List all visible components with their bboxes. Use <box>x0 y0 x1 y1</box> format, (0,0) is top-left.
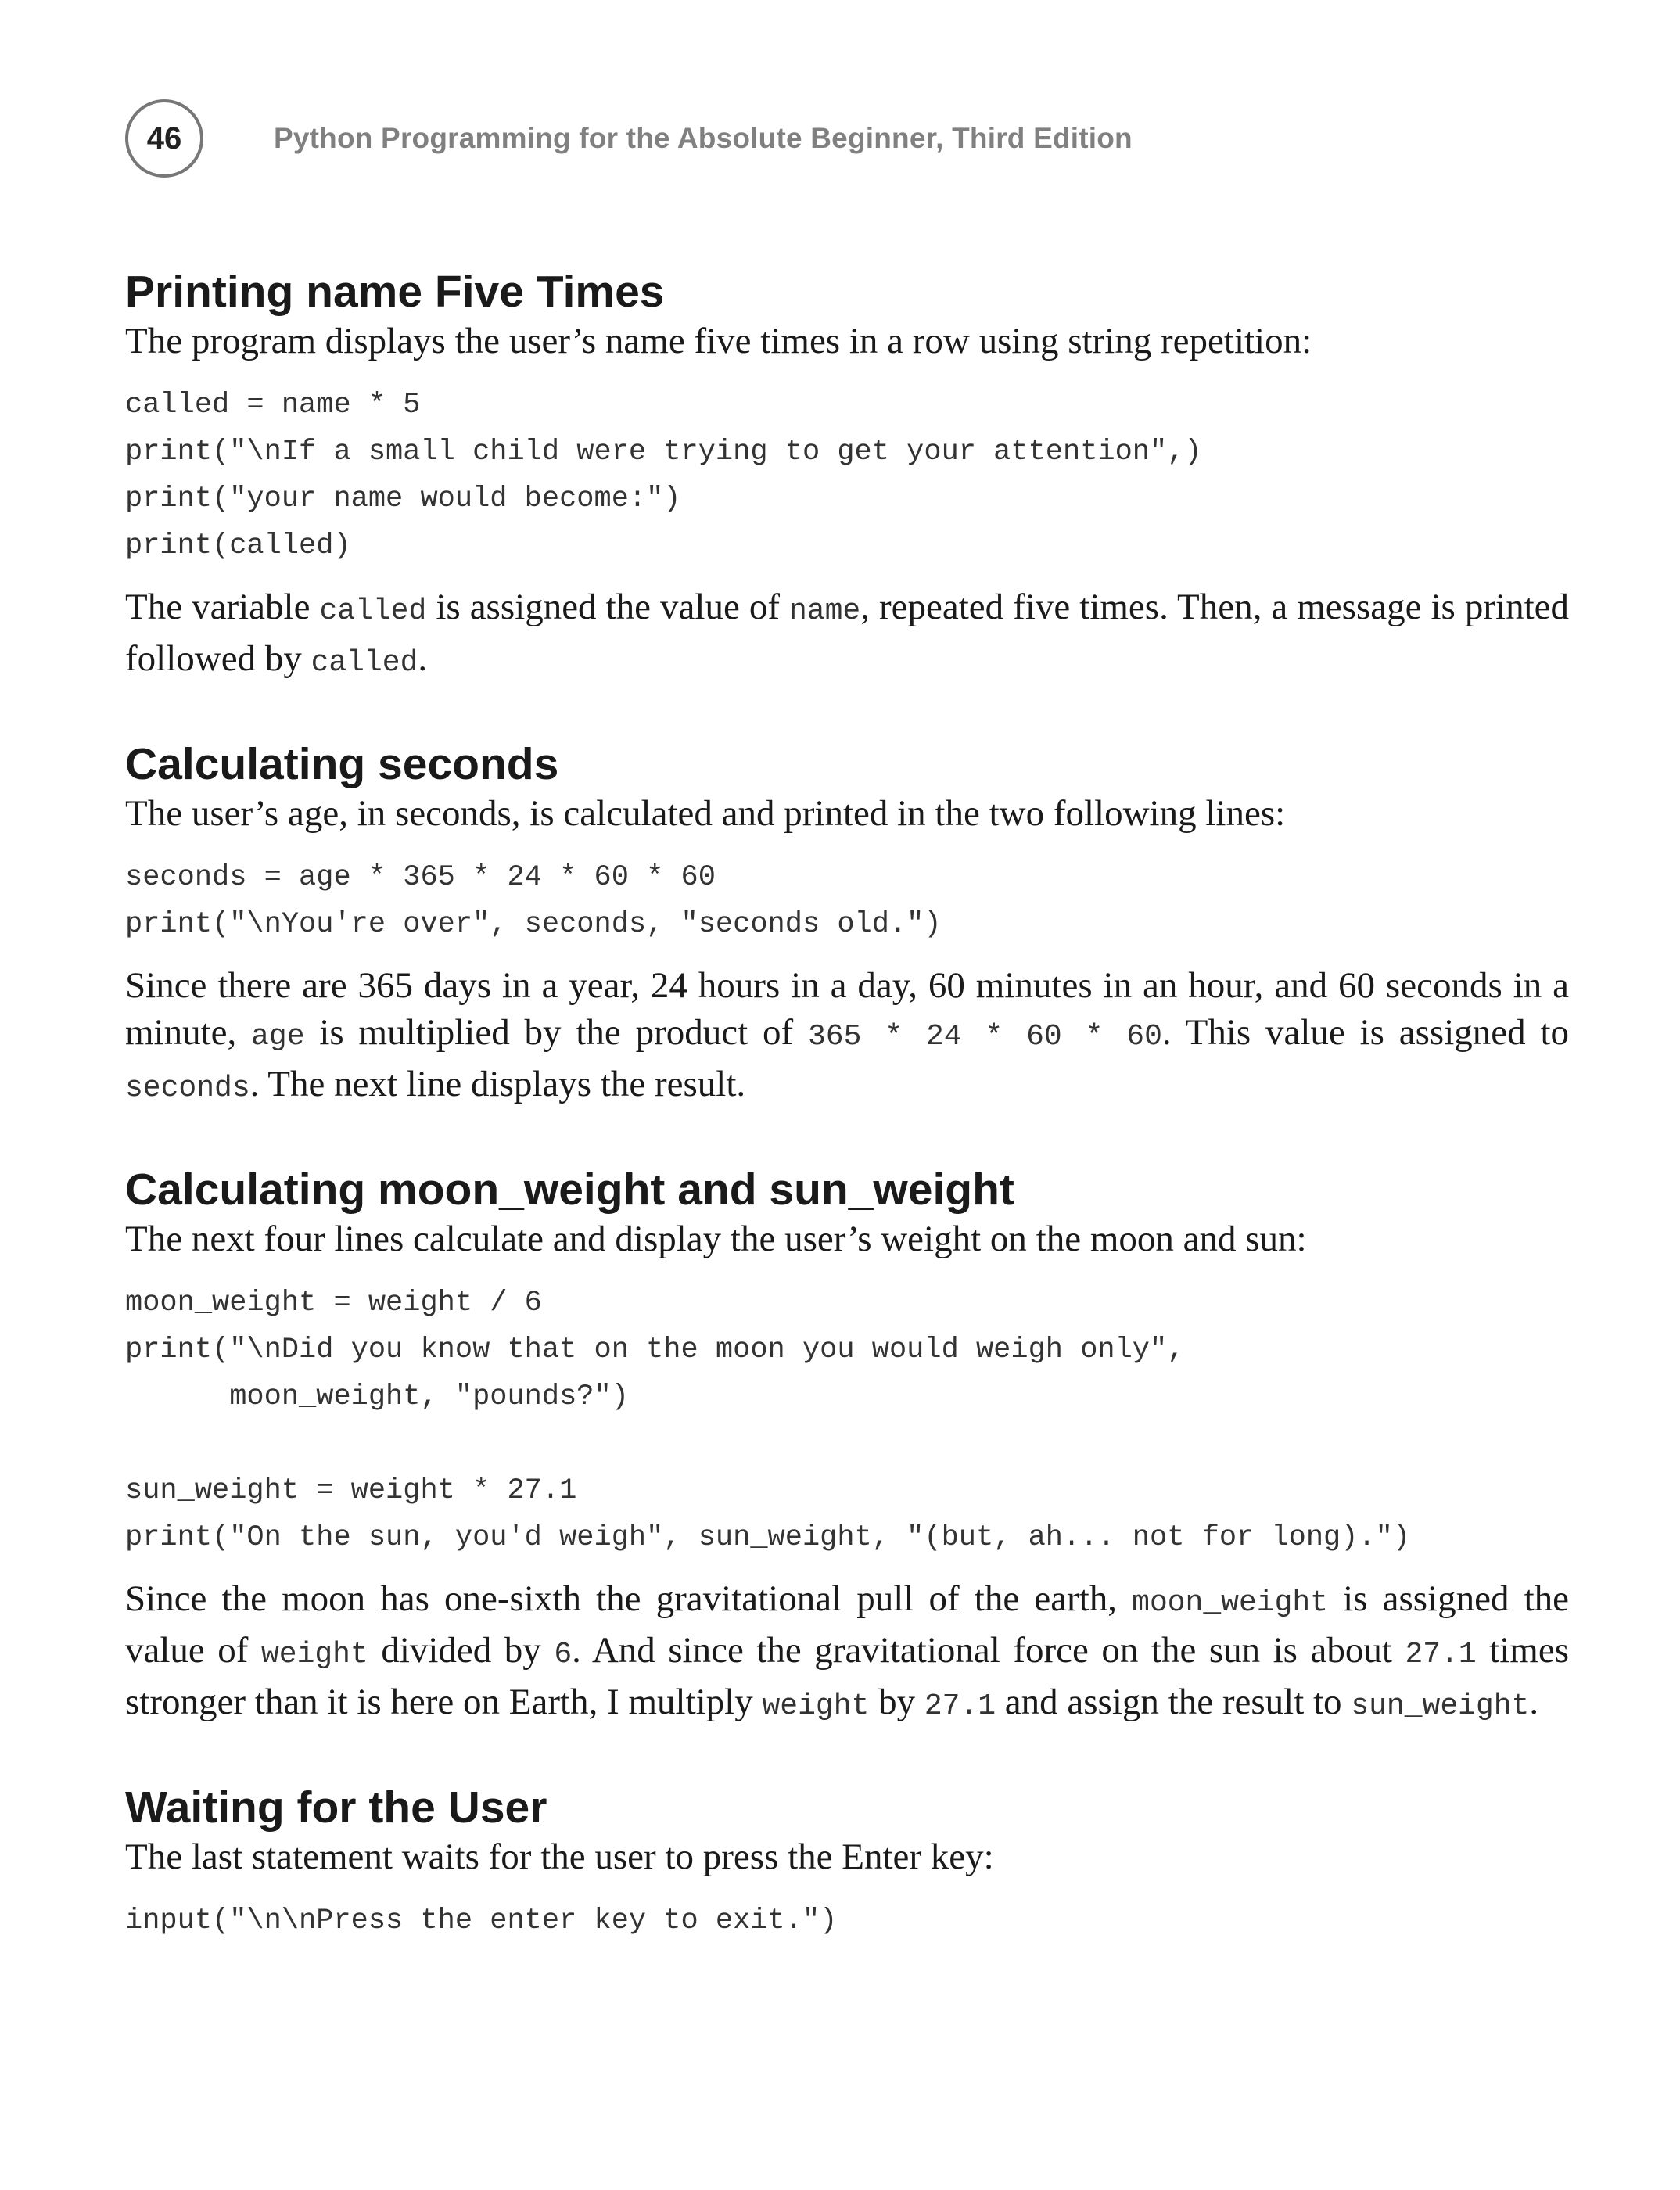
inline-code: 6 <box>554 1638 573 1671</box>
code-listing <box>125 1897 1569 1944</box>
inline-code: seconds <box>125 1072 250 1105</box>
section <box>125 738 1569 1112</box>
text-run: The variable <box>125 587 320 627</box>
code-line: moon_weight, "pounds?") <box>125 1380 629 1413</box>
section-heading: Calculating seconds <box>125 739 559 789</box>
inline-code: sun_weight <box>1351 1689 1530 1723</box>
text-run: is multiplied by the product of <box>304 1012 808 1053</box>
page-content <box>125 266 1569 1958</box>
inline-code: weight <box>260 1638 368 1671</box>
section <box>125 266 1569 687</box>
code-line: print(called) <box>125 530 351 562</box>
code-line: print("\nIf a small child were trying to get your attention",) <box>125 436 1202 469</box>
code-line: moon_weight = weight / 6 <box>125 1287 542 1319</box>
section <box>125 1782 1569 1944</box>
explanation-paragraph <box>125 962 1569 1112</box>
inline-code: age <box>251 1020 305 1054</box>
code-line: called = name * 5 <box>125 389 421 422</box>
explanation-paragraph <box>125 1575 1569 1730</box>
text-run: and assign the result to <box>996 1682 1352 1722</box>
text-run: is assigned the value of <box>125 1578 1569 1671</box>
code-line <box>125 1420 1569 1467</box>
intro-paragraph: The last statement waits for the user to press the Enter key: <box>125 1836 994 1877</box>
code-line: print("\nYou're over", seconds, "seconds old.") <box>125 908 942 941</box>
inline-code: called <box>311 646 418 680</box>
inline-code: name <box>789 594 861 628</box>
inline-code: weight <box>762 1689 870 1723</box>
section <box>125 1164 1569 1730</box>
intro-paragraph: The next four lines calculate and display the user’s weight on the moon and sun: <box>125 1219 1307 1259</box>
code-line: seconds = age * 365 * 24 * 60 * 60 <box>125 861 716 894</box>
text-run: . And since the gravitational force on the sun is about <box>572 1630 1405 1671</box>
text-run: times stronger than it is here on Earth, I multiply <box>125 1630 1569 1722</box>
code-line: sun_weight = weight * 27.1 <box>125 1474 577 1507</box>
text-run: . <box>418 638 428 679</box>
code-line: input("\n\nPress the enter key to exit.") <box>125 1905 838 1937</box>
inline-code: 27.1 <box>924 1689 996 1723</box>
text-run: is assigned the value of <box>426 587 789 627</box>
inline-code: moon_weight <box>1132 1586 1328 1620</box>
code-listing <box>125 854 1569 948</box>
text-run: . The next line displays the result. <box>249 1064 746 1104</box>
text-run: by <box>869 1682 924 1722</box>
explanation-paragraph <box>125 583 1569 687</box>
text-run: Since there are 365 days in a year, 24 hours in a day, 60 minutes in an hour, and 60 seconds in a minute, <box>125 965 1569 1053</box>
code-listing <box>125 1280 1569 1561</box>
text-run: divided by <box>368 1630 555 1671</box>
code-listing <box>125 382 1569 569</box>
inline-code: 27.1 <box>1405 1638 1477 1671</box>
running-title: Python Programming for the Absolute Beginner, Third Edition <box>274 122 1133 154</box>
page-header <box>125 97 1133 180</box>
section-heading: Calculating moon_weight and sun_weight <box>125 1165 1014 1215</box>
inline-code: called <box>319 594 427 628</box>
code-line: print("\nDid you know that on the moon you would weigh only", <box>125 1334 1185 1366</box>
section-heading: Waiting for the User <box>125 1783 547 1833</box>
section-heading: Printing name Five Times <box>125 267 665 317</box>
inline-code: 365 * 24 * 60 * 60 <box>807 1020 1162 1054</box>
text-run: . <box>1529 1682 1539 1722</box>
code-line: print("your name would become:") <box>125 483 681 515</box>
text-run: Since the moon has one-sixth the gravitational pull of the earth, <box>125 1578 1133 1619</box>
intro-paragraph: The program displays the user’s name five times in a row using string repetition: <box>125 321 1312 361</box>
code-line: print("On the sun, you'd weigh", sun_weight, "(but, ah... not for long).") <box>125 1521 1411 1554</box>
text-run: , repeated five times. Then, a message is printed followed by <box>125 587 1569 679</box>
page-number: 46 <box>125 99 203 178</box>
text-run: . This value is assigned to <box>1161 1012 1570 1053</box>
intro-paragraph: The user’s age, in seconds, is calculated and printed in the two following lines: <box>125 793 1286 834</box>
